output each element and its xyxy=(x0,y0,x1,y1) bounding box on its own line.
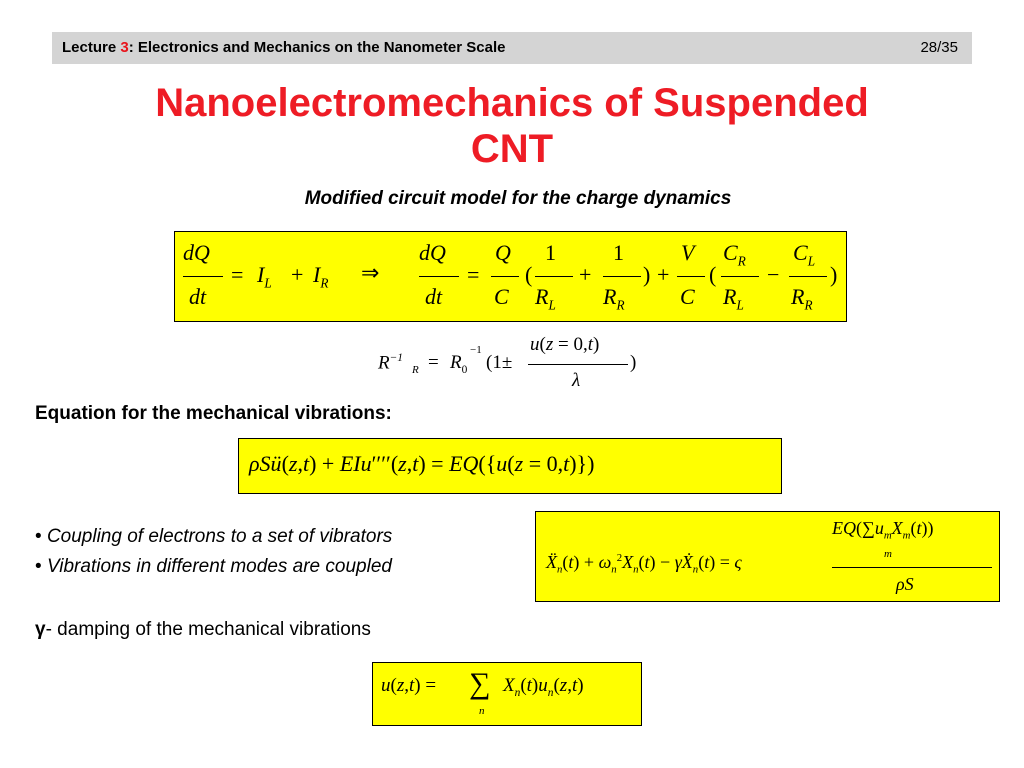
mode-equation: $Ẍ_n(t) + \omega_n^2X_n(t)$ − $\gamma Ẋ_n(t) = \varsigma$ $EQ(\sum u_mX_m(t))$ m ρS xyxy=(536,512,1001,603)
vibration-equation: ρSü(z,t) + EIu′′′′(z,t) = EQ({u(z = 0,t)}) xyxy=(249,451,595,476)
vibration-equation-box xyxy=(238,438,782,494)
slide-title: Nanoelectromechanics of Suspended CNT xyxy=(155,81,869,171)
circuit-equation-box xyxy=(174,231,847,322)
gamma-symbol: γ xyxy=(35,619,46,640)
mode-expansion-box xyxy=(372,662,642,726)
bullet-coupling-electrons: • Coupling of electrons to a set of vibrators xyxy=(35,526,393,547)
bullet-modes-coupled: • Vibrations in different modes are coupled xyxy=(35,556,392,577)
resistance-equation: $R^{-1}$ R = $R_0$ −1 (1± u(z = 0,t) λ ) xyxy=(378,334,637,391)
mode-equation-box xyxy=(535,511,1000,602)
slide-subtitle: Modified circuit model for the charge dynamics xyxy=(304,188,732,209)
mech-heading: Equation for the mechanical vibrations: xyxy=(35,403,392,424)
slide-header xyxy=(52,32,972,64)
lecture-title: Lecture 3: Electronics and Mechanics on the Nanometer Scale xyxy=(62,39,506,56)
circuit-equation: dQ dt = $I_L$ + $I_R$ ⇒ dQ dt = Q C ( 1 $R_L$ + 1 $R_R$ ) + V C ( $C_R$ $R_L$ − $C_L$ $R_R$ ) xyxy=(183,240,838,313)
page-number: 28/35 xyxy=(920,39,958,56)
mode-expansion: u(z,t) = ∑ n $X_n(t)u_n(z,t)$ xyxy=(381,667,584,717)
gamma-note: γ- damping of the mechanical vibrations xyxy=(35,619,371,640)
